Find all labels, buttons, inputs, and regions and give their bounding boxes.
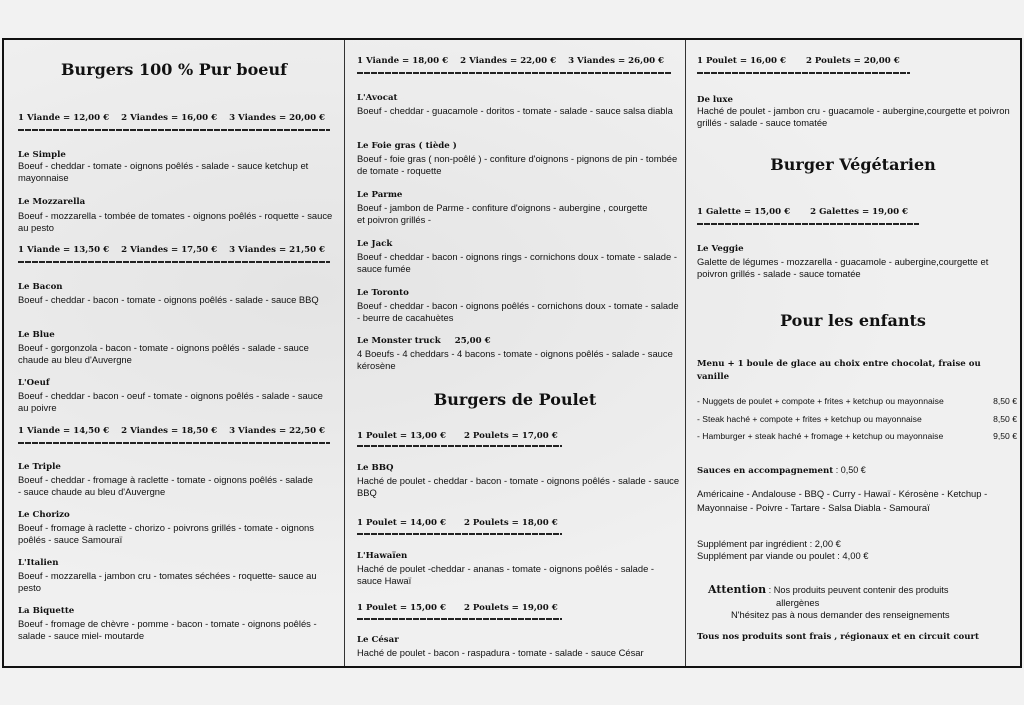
price: 2 Poulets = 17,00 €: [463, 431, 558, 441]
kids-price: 8,50 €: [993, 396, 1017, 406]
item-name: L'Oeuf: [18, 378, 50, 388]
price-line: [697, 207, 920, 217]
allergen-notice: [708, 583, 948, 596]
item-desc: Boeuf - cheddar - guacamole - doritos - tomate - salade - sauce salsa diabla: [357, 105, 673, 116]
price: 1 Viande = 12,00 €: [18, 113, 110, 123]
menu-item: [18, 378, 334, 414]
price: 2 Viandes = 17,50 €: [121, 245, 218, 255]
item-desc: Boeuf - cheddar - bacon - oignons poêlés - cornichons doux - tomate - salade - beurre de cacahuètes: [357, 300, 679, 323]
supplement-meat: Supplément par viande ou poulet : 4,00 €: [697, 550, 869, 561]
item-desc: Haché de poulet - jambon cru - guacamole - aubergine,courgette et poivron grillés - salade - sauce tomatée: [697, 105, 1010, 128]
price: 1 Poulet = 16,00 €: [697, 56, 786, 66]
column-beef: [4, 40, 344, 666]
price-line: [697, 56, 912, 66]
column-chicken-veg-kids: [685, 40, 1020, 666]
item-name: L'Avocat: [357, 93, 398, 103]
menu-item: [357, 93, 679, 117]
attention-label: Attention: [708, 583, 767, 596]
attention-line-2: allergènes: [776, 597, 820, 608]
menu-item: [18, 282, 334, 306]
kids-menu-row: [697, 396, 1017, 406]
kids-price: 9,50 €: [993, 431, 1017, 441]
dash-divider: [357, 533, 562, 535]
price: 1 Viande = 18,00 €: [357, 56, 449, 66]
sauces-line: [697, 465, 866, 476]
kids-menu-row: [697, 414, 1017, 424]
section-title-kids: Pour les enfants: [780, 311, 926, 330]
item-desc: Boeuf - fromage de chèvre - pomme - bacon - tomate - oignons poêlés - salade - sauce miel- moutarde: [18, 618, 317, 641]
item-desc: Boeuf - cheddar - bacon - tomate - oignons poêlés - salade - sauce BBQ: [18, 294, 319, 305]
dash-divider: [18, 442, 330, 444]
sauces-list: Américaine - Andalouse - BBQ - Curry - Hawaï - Kérosène - Ketchup - Mayonnaise - Poivre - Tartare - Salsa Diabla - Samouraï: [697, 488, 988, 513]
item-desc: Boeuf - fromage à raclette - chorizo - poivrons grillés - tomate - oignons poêlés - sauce Samouraï: [18, 522, 314, 545]
price: 1 Poulet = 13,00 €: [357, 431, 446, 441]
price: 3 Viandes = 26,00 €: [568, 56, 665, 66]
price: 1 Viande = 13,50 €: [18, 245, 110, 255]
item-desc: Boeuf - cheddar - fromage à raclette - tomate - oignons poêlés - salade - sauce chaude au bleu d'Auvergne: [18, 474, 313, 497]
item-name: De luxe: [697, 95, 734, 105]
item-name: L'Hawaïen: [357, 551, 408, 561]
kids-item: - Steak haché + compote + frites + ketchup ou mayonnaise: [697, 414, 922, 424]
item-name: Le Mozzarella: [18, 197, 86, 207]
kids-item: - Hamburger + steak haché + fromage + ketchup ou mayonnaise: [697, 431, 944, 441]
menu-item: [357, 463, 681, 499]
menu-item: [357, 551, 681, 587]
item-desc: Boeuf - cheddar - bacon - oignons rings - cornichons doux - tomate - salade - sauce fumée: [357, 251, 677, 274]
menu-item: [357, 141, 679, 177]
kids-menu-row: [697, 431, 1017, 441]
item-desc: Galette de légumes - mozzarella - guacamole - aubergine,courgette et poivron grillés - salade - sauce tomatée: [697, 256, 989, 279]
item-desc: Boeuf - cheddar - tomate - oignons poêlés - salade - sauce ketchup et mayonnaise: [18, 160, 309, 183]
price: 2 Galettes = 19,00 €: [810, 207, 909, 217]
menu-item: [357, 190, 657, 226]
price: 3 Viandes = 21,50 €: [229, 245, 326, 255]
sauces-label: Sauces en accompagnement: [697, 466, 834, 476]
item-name: Le Triple: [18, 462, 61, 472]
menu-item: [697, 244, 1021, 280]
price: 2 Poulets = 18,00 €: [463, 518, 558, 528]
price-line: [357, 603, 570, 613]
item-desc: Haché de poulet - bacon - raspadura - tomate - salade - sauce César: [357, 647, 644, 658]
price-line: [18, 426, 337, 436]
attention-text: : Nos produits peuvent contenir des produits: [766, 585, 949, 595]
kids-menu-description: Menu + 1 boule de glace au choix entre chocolat, fraise ou vanille: [697, 359, 981, 382]
item-name: Le Jack: [357, 239, 393, 249]
dash-divider: [18, 261, 330, 263]
item-name: Le Monster truck: [357, 336, 441, 346]
price: 2 Viandes = 18,50 €: [121, 426, 218, 436]
dash-divider: [697, 72, 910, 74]
dash-divider: [18, 129, 330, 131]
price-line: [357, 518, 570, 528]
item-desc: Boeuf - mozzarella - tombée de tomates - oignons poêlés - roquette - sauce au pesto: [18, 210, 333, 233]
menu-item: [18, 606, 318, 642]
item-name: Le Blue: [18, 330, 55, 340]
item-desc: 4 Boeufs - 4 cheddars - 4 bacons - tomate - oignons poêlés - salade - sauce kérosène: [357, 348, 673, 371]
price: 1 Poulet = 15,00 €: [357, 603, 446, 613]
menu-item: [18, 330, 318, 366]
sauces-price: : 0,50 €: [833, 465, 866, 475]
section-title-chicken: Burgers de Poulet: [433, 390, 597, 409]
price: 3 Viandes = 22,50 €: [229, 426, 326, 436]
item-desc: Haché de poulet -cheddar - ananas - tomate - oignons poêlés - salade - sauce Hawaï: [357, 563, 655, 586]
price-line: [357, 431, 570, 441]
item-name: Le Chorizo: [18, 510, 70, 520]
kids-item: - Nuggets de poulet + compote + frites + ketchup ou mayonnaise: [697, 396, 944, 406]
dash-divider: [357, 445, 562, 447]
attention-line-3: N'hésitez pas à nous demander des renseignements: [731, 609, 950, 620]
price: 2 Viandes = 22,00 €: [460, 56, 557, 66]
item-name: Le Foie gras ( tiède ): [357, 141, 457, 151]
price-line: [18, 113, 337, 123]
item-name: L'Italien: [18, 558, 59, 568]
menu-item: [18, 558, 318, 594]
item-name: Le BBQ: [357, 463, 394, 473]
menu-sheet: [2, 38, 1022, 668]
menu-item: [18, 462, 318, 498]
kids-price: 8,50 €: [993, 414, 1017, 424]
item-name: Le Bacon: [18, 282, 63, 292]
price-line: [357, 56, 676, 66]
menu-item: [18, 197, 334, 234]
menu-item: [697, 95, 1019, 129]
item-desc: Boeuf - foie gras ( non-poêlé ) - confiture d'oignons - pignons de pin - tombée de tomate - roquette: [357, 153, 678, 176]
item-name: Le Parme: [357, 190, 403, 200]
footer-note: Tous nos produits sont frais , régionaux et en circuit court: [697, 632, 980, 642]
menu-item: [18, 510, 318, 546]
item-name: Le César: [357, 635, 399, 645]
item-name: Le Toronto: [357, 288, 409, 298]
price: 1 Viande = 14,50 €: [18, 426, 110, 436]
item-desc: Boeuf - cheddar - bacon - oeuf - tomate - oignons poêlés - salade - sauce au poivre: [18, 390, 323, 413]
dash-divider: [697, 223, 919, 225]
section-title-vegetarian: Burger Végétarien: [770, 155, 936, 174]
item-desc: Boeuf - jambon de Parme - confiture d'oignons - aubergine , courgette et poivron grillés -: [357, 202, 648, 225]
menu-item: [357, 288, 679, 324]
item-desc: Boeuf - mozzarella - jambon cru - tomates séchées - roquette- sauce au pesto: [18, 570, 317, 593]
price: 1 Poulet = 14,00 €: [357, 518, 446, 528]
price-line: [18, 245, 337, 255]
column-beef-chicken: [344, 40, 685, 666]
menu-item: [357, 635, 681, 659]
price: 2 Poulets = 20,00 €: [805, 56, 900, 66]
item-name: Le Veggie: [697, 244, 744, 254]
section-title-beef: Burgers 100 % Pur boeuf: [61, 60, 287, 79]
price: 3 Viandes = 20,00 €: [229, 113, 326, 123]
item-desc: Haché de poulet - cheddar - bacon - tomate - oignons poêlés - salade - sauce BBQ: [357, 475, 680, 498]
price: 2 Poulets = 19,00 €: [463, 603, 558, 613]
item-desc: Boeuf - gorgonzola - bacon - tomate - oignons poêlés - salade - sauce chaude au bleu d'Auvergne: [18, 342, 309, 365]
item-price: 25,00 €: [454, 336, 491, 346]
menu-item: [357, 239, 679, 275]
menu-item: [357, 336, 679, 372]
price: 2 Viandes = 16,00 €: [121, 113, 218, 123]
dash-divider: [357, 72, 671, 74]
item-name: Le Simple: [18, 150, 66, 160]
supplement-ingredient: Supplément par ingrédient : 2,00 €: [697, 538, 841, 549]
item-name: La Biquette: [18, 606, 75, 616]
dash-divider: [357, 618, 562, 620]
menu-item: [18, 150, 334, 184]
price: 1 Galette = 15,00 €: [697, 207, 791, 217]
